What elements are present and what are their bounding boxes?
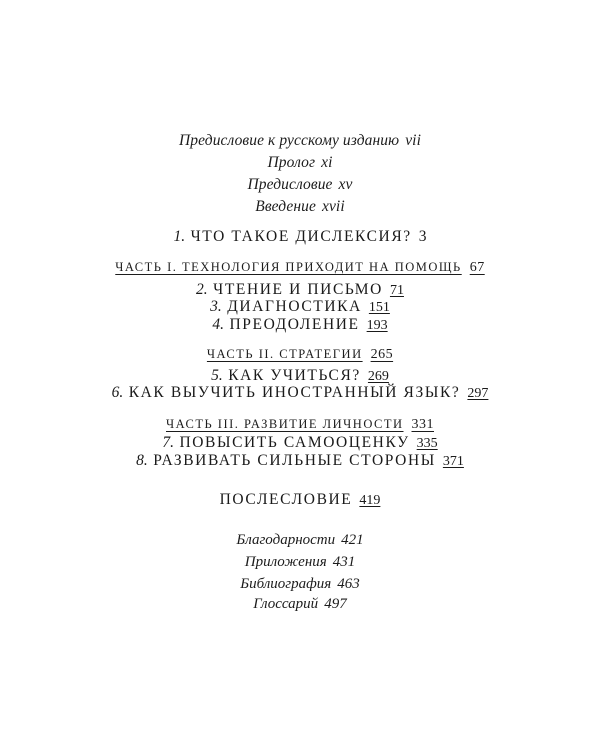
entry-title: Предисловие [247, 176, 333, 193]
entry-title: Пролог [267, 154, 316, 171]
chapter-title: ЧТО ТАКОЕ ДИСЛЕКСИЯ? [190, 228, 412, 245]
entry-title: Библиография [240, 576, 332, 592]
chapter-number: 5. [211, 367, 223, 384]
page-number: 193 [366, 318, 388, 333]
entry-title: Глоссарий [253, 596, 319, 612]
toc-chapter-8 [0, 453, 600, 469]
part-label: ЧАСТЬ III. РАЗВИТИЕ ЛИЧНОСТИ [166, 417, 404, 431]
toc-chapter-6 [0, 385, 600, 401]
page-number: 297 [467, 386, 489, 401]
entry-title: Предисловие к русскому изданию [179, 132, 400, 149]
page-number: 419 [359, 493, 381, 508]
chapter-title: ПРЕОДОЛЕНИЕ [229, 316, 360, 333]
entry-title: Введение [255, 198, 316, 215]
page-number: xv [338, 176, 353, 193]
page-number: 67 [469, 260, 485, 275]
page-number: 431 [332, 554, 356, 570]
toc-entry-appendices [0, 555, 600, 570]
chapter-number: 3. [210, 298, 222, 315]
page-number: 371 [442, 454, 464, 469]
toc-part-2 [0, 348, 600, 362]
chapter-title: ЧТЕНИЕ И ПИСЬМО [213, 281, 383, 298]
toc-chapter-7 [0, 435, 600, 451]
page-number: xvii [321, 198, 345, 215]
page-number: 3 [418, 228, 427, 245]
page-number: 269 [367, 369, 389, 384]
page-number: 463 [337, 576, 360, 592]
toc-part-3 [0, 418, 600, 432]
entry-title: Приложения [244, 554, 327, 570]
page-number: xi [321, 154, 333, 171]
chapter-number: 2. [196, 281, 208, 298]
page-number: vii [405, 132, 421, 149]
page-number: 71 [389, 283, 404, 298]
page-number: 265 [370, 347, 394, 362]
toc-entry-preface-russian [0, 133, 600, 149]
chapter-title: ПОСЛЕСЛОВИЕ [219, 491, 353, 508]
chapter-title: КАК ВЫУЧИТЬ ИНОСТРАННЫЙ ЯЗЫК? [128, 384, 461, 401]
page-number: 497 [324, 596, 347, 612]
chapter-title: РАЗВИВАТЬ СИЛЬНЫЕ СТОРОНЫ [153, 452, 436, 469]
toc-entry-preface [0, 177, 600, 193]
chapter-number: 8. [136, 452, 148, 469]
chapter-title: ДИАГНОСТИКА [227, 298, 362, 315]
toc-chapter-4 [0, 317, 600, 333]
toc-afterword [0, 492, 600, 508]
chapter-number: 7. [162, 434, 174, 451]
chapter-number: 4. [212, 316, 224, 333]
chapter-number: 1. [173, 228, 186, 245]
page-number: 421 [341, 532, 364, 548]
toc-chapter-2 [0, 282, 600, 298]
entry-title: Благодарности [236, 532, 336, 548]
part-label: ЧАСТЬ I. ТЕХНОЛОГИЯ ПРИХОДИТ НА ПОМОЩЬ [115, 260, 462, 274]
toc-entry-prologue [0, 155, 600, 171]
toc-chapter-3 [0, 299, 600, 315]
toc-entry-introduction [0, 199, 600, 215]
toc-chapter-1 [0, 229, 600, 245]
toc-chapter-5 [0, 368, 600, 384]
page-number: 331 [411, 417, 434, 432]
chapter-title: ПОВЫСИТЬ САМООЦЕНКУ [179, 434, 410, 451]
part-label: ЧАСТЬ II. СТРАТЕГИИ [206, 347, 363, 361]
toc-entry-acknowledgements [0, 533, 600, 548]
toc-entry-bibliography [0, 577, 600, 592]
toc-entry-glossary [0, 597, 600, 612]
chapter-title: КАК УЧИТЬСЯ? [228, 367, 361, 384]
page-number: 151 [368, 300, 390, 315]
toc-part-1 [0, 261, 600, 275]
page-number: 335 [416, 436, 438, 451]
chapter-number: 6. [111, 384, 124, 401]
